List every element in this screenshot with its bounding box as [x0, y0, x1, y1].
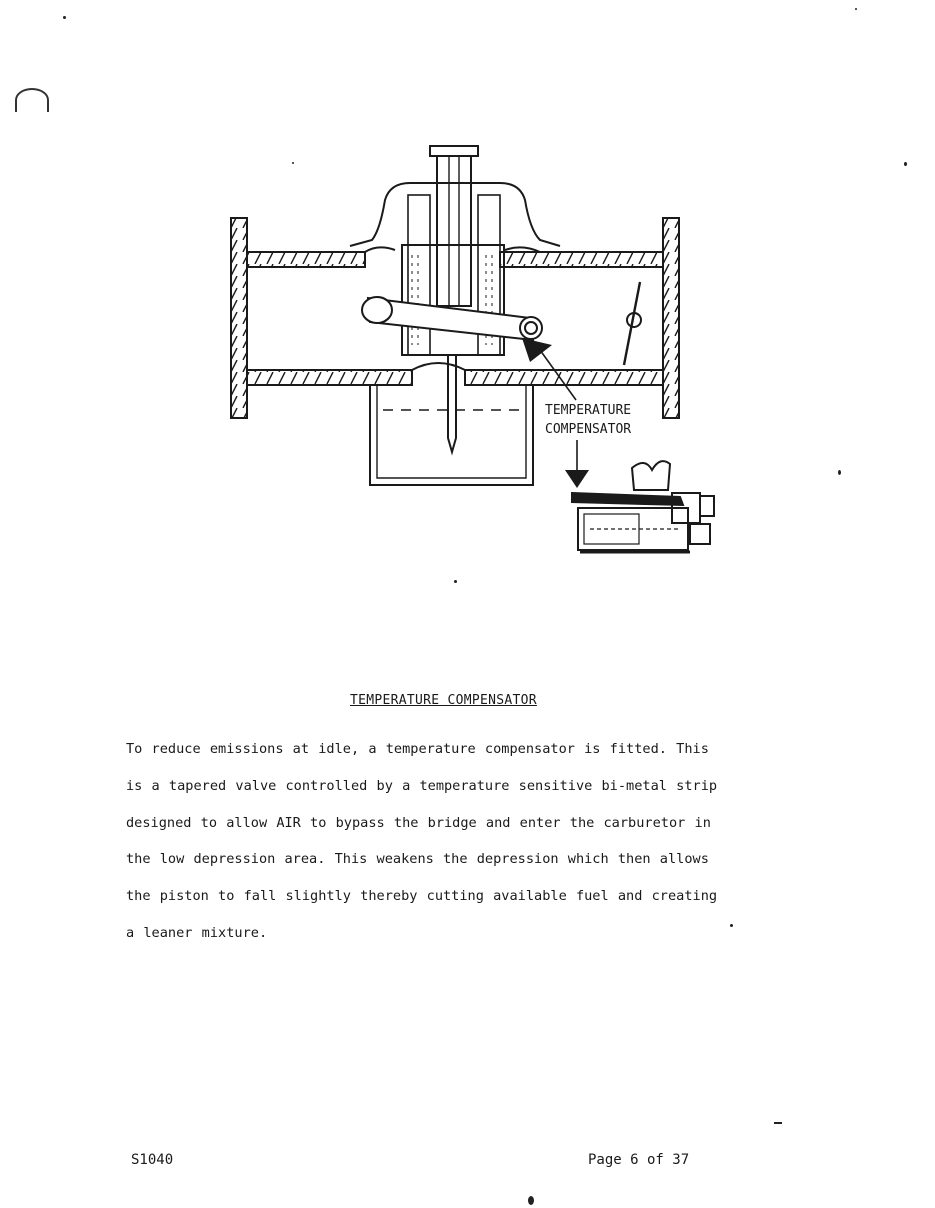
- paragraph-line: To reduce emissions at idle, a temperature compensator is fitted. This: [126, 741, 709, 757]
- scan-speck: [855, 8, 857, 10]
- section-title: TEMPERATURE COMPENSATOR: [350, 693, 537, 708]
- guide-cap: [430, 146, 478, 156]
- document-id: S1040: [131, 1152, 174, 1168]
- callout-label-line1: TEMPERATURE: [545, 403, 632, 418]
- dashpot-dome: [350, 183, 560, 246]
- bypass-tube: [368, 298, 533, 340]
- scan-speck: [292, 162, 294, 164]
- scan-speck: [838, 470, 841, 475]
- scan-speck: [730, 924, 733, 927]
- bottom-wall-left: [247, 370, 412, 385]
- right-flange: [663, 218, 679, 418]
- body-paragraph: [126, 731, 806, 952]
- guide-tube: [437, 156, 471, 306]
- scan-speck: [528, 1196, 534, 1205]
- callout-label-line2: COMPENSATOR: [545, 422, 632, 437]
- float-chamber: [370, 385, 533, 485]
- scan-speck: [454, 580, 457, 583]
- paragraph-line: designed to allow AIR to bypass the bridge and enter the carburetor in: [126, 814, 711, 831]
- scan-speck: [15, 88, 49, 112]
- left-flange: [231, 218, 247, 418]
- piston: [402, 245, 504, 355]
- paragraph-line: the piston to fall slightly thereby cutting available fuel and creating: [126, 888, 718, 905]
- compensator-unit: [572, 461, 714, 552]
- scan-speck: [904, 162, 907, 166]
- tapered-needle: [448, 355, 456, 452]
- paragraph-line: a leaner mixture.: [126, 924, 268, 941]
- top-wall-right: [500, 252, 663, 267]
- scan-speck: [63, 16, 66, 19]
- paragraph-line: is a tapered valve controlled by a temperature sensitive bi-metal strip: [126, 777, 718, 794]
- scan-speck: [774, 1122, 782, 1124]
- top-wall-left: [247, 252, 365, 267]
- paragraph-line: the low depression area. This weakens the depression which then allows: [126, 851, 709, 868]
- throttle-butterfly: [624, 282, 640, 365]
- page-number: Page 6 of 37: [588, 1152, 690, 1168]
